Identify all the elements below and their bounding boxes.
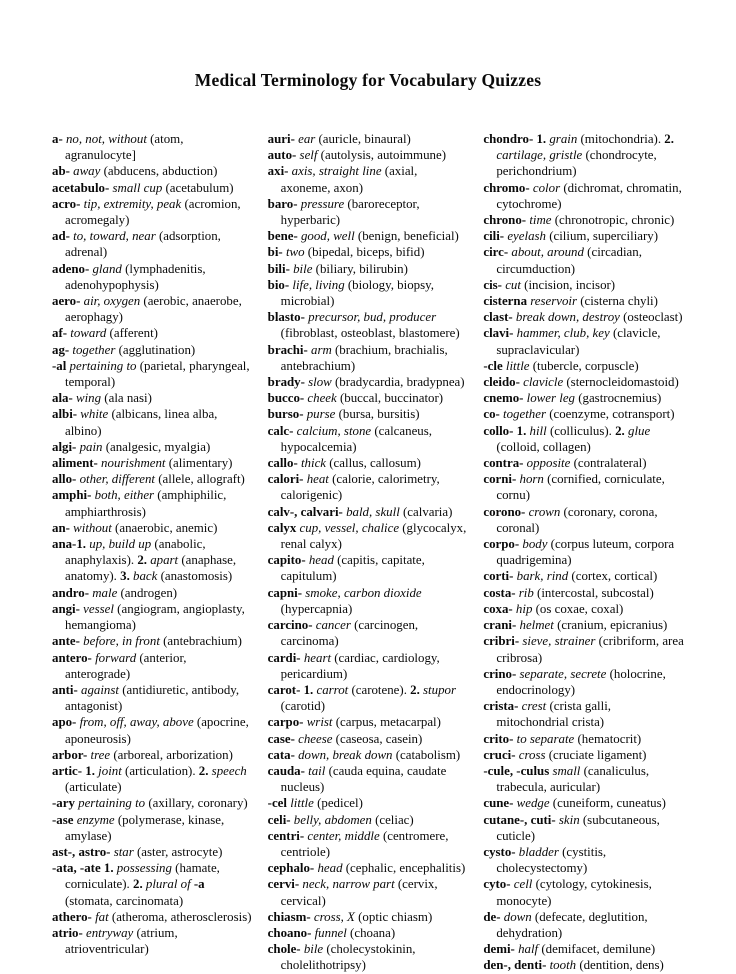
term-entry: albi- white (albicans, linea alba, albino) bbox=[52, 407, 218, 438]
term-entry: chiasm- cross, X (optic chiasm) bbox=[267, 909, 433, 924]
term-entry: brachi- arm (brachium, brachialis, antebrachium) bbox=[267, 342, 448, 373]
term-entry: a- no, not, without (atom, agranulocyte] bbox=[52, 132, 184, 163]
term-entry: bucco- cheek (buccal, buccinator) bbox=[267, 391, 444, 406]
term-entry: de- down (defecate, deglutition, dehydration) bbox=[483, 909, 648, 940]
term-entry: demi- half (demifacet, demilune) bbox=[483, 942, 656, 957]
term-entry: clavi- hammer, club, key (clavicle, supraclavicular) bbox=[483, 326, 661, 357]
term-entry: an- without (anaerobic, anemic) bbox=[52, 520, 218, 535]
term-entry: ag- together (agglutination) bbox=[52, 342, 196, 357]
term-entry: clast- break down, destroy (osteoclast) bbox=[483, 310, 683, 325]
term-entry: amphi- both, either (amphiphilic, amphiarthrosis) bbox=[52, 488, 227, 519]
term-entry: acetabulo- small cup (acetabulum) bbox=[52, 180, 234, 195]
term-entry: case- cheese (caseosa, casein) bbox=[267, 731, 423, 746]
term-entry: bene- good, well (benign, beneficial) bbox=[267, 229, 459, 244]
term-entry: ast-, astro- star (aster, astrocyte) bbox=[52, 844, 223, 859]
term-entry: crino- separate, secrete (holocrine, endocrinology) bbox=[483, 666, 666, 697]
term-entry: calyx cup, vessel, chalice (glycocalyx, renal calyx) bbox=[267, 520, 467, 552]
term-entry: ante- before, in front (antebrachium) bbox=[52, 634, 242, 649]
term-entry: cardi- heart (cardiac, cardiology, pericardium) bbox=[267, 650, 440, 681]
term-entry: ana-1. up, build up (anabolic, anaphylaxis). 2. apart (anaphase, anatomy). 3. back (anastomosis) bbox=[52, 537, 237, 584]
column-left bbox=[52, 131, 253, 974]
term-entry: angi- vessel (angiogram, angioplasty, hemangioma) bbox=[52, 601, 245, 633]
term-entry: costa- rib (intercostal, subcostal) bbox=[483, 585, 654, 600]
term-entry: crista- crest (crista galli, mitochondrial crista) bbox=[483, 699, 612, 730]
term-entry: bio- life, living (biology, biopsy, microbial) bbox=[267, 277, 434, 309]
term-entry: cis- cut (incision, incisor) bbox=[483, 277, 616, 292]
term-entry: cervi- neck, narrow part (cervix, cervical) bbox=[267, 877, 438, 908]
page-title: Medical Terminology for Vocabulary Quizzes bbox=[194, 70, 542, 90]
term-entry: algi- pain (analgesic, myalgia) bbox=[52, 439, 211, 454]
term-entry: celi- belly, abdomen (celiac) bbox=[267, 812, 414, 827]
term-entry: cnemo- lower leg (gastrocnemius) bbox=[483, 391, 662, 406]
term-entry: -ata, -ate 1. possessing (hamate, corniculate). 2. plural of -a (stomata, carcinomata) bbox=[52, 861, 220, 908]
term-entry: athero- fat (atheroma, atherosclerosis) bbox=[52, 909, 252, 924]
term-entry: arbor- tree (arboreal, arborization) bbox=[52, 747, 233, 762]
term-entry: -ary pertaining to (axillary, coronary) bbox=[52, 796, 248, 811]
term-entry: ala- wing (ala nasi) bbox=[52, 391, 152, 406]
term-entry: aero- air, oxygen (aerobic, anaerobe, aerophagy) bbox=[52, 294, 242, 325]
term-entry: blasto- precursor, bud, producer (fibroblast, osteoblast, blastomere) bbox=[267, 310, 460, 341]
term-entry: ab- away (abducens, abduction) bbox=[52, 164, 218, 179]
term-entry: artic- 1. joint (articulation). 2. speech (articulate) bbox=[52, 763, 247, 795]
term-entry: anti- against (antidiuretic, antibody, antagonist) bbox=[52, 682, 240, 714]
term-entry: allo- other, different (allele, allograft) bbox=[52, 472, 245, 487]
term-entry: carcino- cancer (carcinogen, carcinoma) bbox=[267, 618, 419, 649]
term-entry: chole- bile (cholecystokinin, cholelithotripsy) bbox=[267, 942, 416, 973]
term-entry: -ase enzyme (polymerase, kinase, amylase) bbox=[52, 812, 225, 843]
term-entry: auto- self (autolysis, autoimmune) bbox=[267, 148, 446, 163]
term-entry: carpo- wrist (carpus, metacarpal) bbox=[267, 715, 441, 730]
term-entry: cleido- clavicle (sternocleidomastoid) bbox=[483, 375, 679, 390]
term-entry: cutane-, cuti- skin (subcutaneous, cuticle) bbox=[483, 812, 660, 843]
term-entry: aliment- nourishment (alimentary) bbox=[52, 456, 233, 471]
term-entry: apo- from, off, away, above (apocrine, aponeurosis) bbox=[52, 715, 249, 746]
term-entry: capni- smoke, carbon dioxide (hypercapnia) bbox=[267, 585, 422, 616]
term-entry: crito- to separate (hematocrit) bbox=[483, 731, 642, 746]
term-entry: cyto- cell (cytology, cytokinesis, monocyte) bbox=[483, 877, 652, 908]
columns-container bbox=[40, 131, 696, 974]
term-entry: coxa- hip (os coxae, coxal) bbox=[483, 601, 624, 616]
term-entry: corono- crown (coronary, corona, coronal) bbox=[483, 504, 658, 535]
term-entry: corni- horn (cornified, corniculate, cornu) bbox=[483, 472, 665, 503]
term-entry: -al pertaining to (parietal, pharyngeal, temporal) bbox=[52, 358, 250, 390]
term-entry: capito- head (capitis, capitate, capitulum) bbox=[267, 553, 425, 584]
term-entry: adeno- gland (lymphadenitis, adenohypophysis) bbox=[52, 261, 206, 292]
term-entry: burso- purse (bursa, bursitis) bbox=[267, 407, 420, 422]
term-entry: chondro- 1. grain (mitochondria). 2. cartilage, gristle (chondrocyte, perichondrium) bbox=[483, 132, 674, 179]
term-entry: callo- thick (callus, callosum) bbox=[267, 456, 421, 471]
term-entry: -cle little (tubercle, corpuscle) bbox=[483, 358, 639, 373]
term-entry: corpo- body (corpus luteum, corpora quadrigemina) bbox=[483, 537, 675, 568]
term-entry: cribri- sieve, strainer (cribriform, area cribrosa) bbox=[483, 634, 684, 665]
term-entry: cysto- bladder (cystitis, cholecystectomy) bbox=[483, 844, 607, 876]
column-right bbox=[483, 131, 684, 974]
term-entry: chromo- color (dichromat, chromatin, cytochrome) bbox=[483, 180, 682, 211]
term-entry: carot- 1. carrot (carotene). 2. stupor (carotid) bbox=[267, 682, 456, 714]
term-entry: cune- wedge (cuneiform, cuneatus) bbox=[483, 796, 666, 811]
term-entry: acro- tip, extremity, peak (acromion, acromegaly) bbox=[52, 196, 241, 228]
term-entry: cili- eyelash (cilium, superciliary) bbox=[483, 229, 659, 244]
term-entry: af- toward (afferent) bbox=[52, 326, 158, 341]
term-entry: atrio- entryway (atrium, atrioventricular) bbox=[52, 925, 178, 957]
term-entry: cephalo- head (cephalic, encephalitis) bbox=[267, 861, 466, 876]
term-entry: cisterna reservoir (cisterna chyli) bbox=[483, 294, 658, 309]
term-entry: cata- down, break down (catabolism) bbox=[267, 747, 461, 762]
term-entry: axi- axis, straight line (axial, axoneme, axon) bbox=[267, 164, 418, 195]
column-middle bbox=[268, 131, 469, 974]
term-entry: chrono- time (chronotropic, chronic) bbox=[483, 213, 675, 228]
term-entry: brady- slow (bradycardia, bradypnea) bbox=[267, 375, 465, 390]
term-entry: den-, denti- tooth (dentition, dens) bbox=[483, 958, 664, 973]
term-entry: -cel little (pedicel) bbox=[267, 796, 363, 811]
term-entry: centri- center, middle (centromere, centriole) bbox=[267, 828, 449, 859]
term-entry: bili- bile (biliary, bilirubin) bbox=[267, 261, 408, 276]
term-entry: ad- to, toward, near (adsorption, adrenal) bbox=[52, 229, 221, 260]
term-entry: antero- forward (anterior, anterograde) bbox=[52, 650, 187, 681]
term-entry: auri- ear (auricle, binaural) bbox=[267, 132, 411, 146]
term-entry: cruci- cross (cruciate ligament) bbox=[483, 747, 647, 762]
term-entry: calv-, calvari- bald, skull (calvaria) bbox=[267, 504, 453, 519]
term-entry: calc- calcium, stone (calcaneus, hypocalcemia) bbox=[267, 423, 432, 454]
term-entry: co- together (coenzyme, cotransport) bbox=[483, 407, 675, 422]
term-entry: bi- two (bipedal, biceps, bifid) bbox=[267, 245, 425, 260]
term-entry: contra- opposite (contralateral) bbox=[483, 456, 647, 471]
term-entry: cauda- tail (cauda equina, caudate nucleus) bbox=[267, 763, 447, 795]
term-entry: calori- heat (calorie, calorimetry, calorigenic) bbox=[267, 472, 440, 503]
term-entry: crani- helmet (cranium, epicranius) bbox=[483, 618, 668, 633]
term-entry: baro- pressure (baroreceptor, hyperbaric) bbox=[267, 196, 420, 228]
term-entry: -cule, -culus small (canaliculus, trabecula, auricular) bbox=[483, 763, 650, 795]
term-entry: circ- about, around (circadian, circumduction) bbox=[483, 245, 642, 276]
term-entry: choano- funnel (choana) bbox=[267, 925, 396, 940]
term-entry: collo- 1. hill (colliculus). 2. glue (colloid, collagen) bbox=[483, 423, 651, 454]
term-entry: andro- male (androgen) bbox=[52, 585, 178, 600]
term-entry: corti- bark, rind (cortex, cortical) bbox=[483, 569, 658, 584]
